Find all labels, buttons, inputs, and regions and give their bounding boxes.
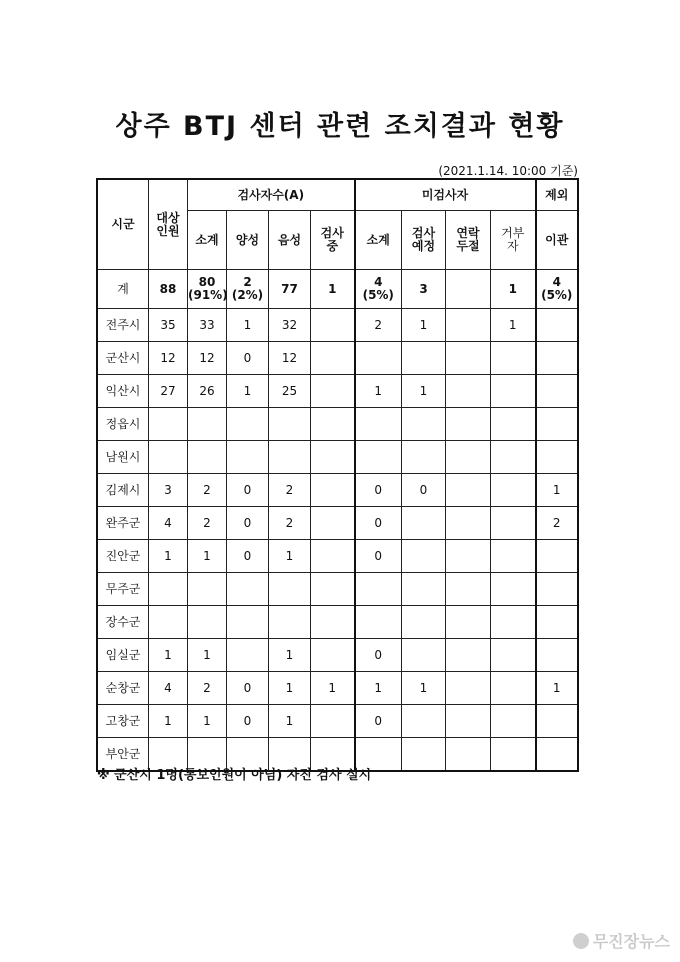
table-cell: 25 — [269, 375, 311, 408]
table-cell — [227, 606, 269, 639]
table-cell — [149, 606, 188, 639]
table-cell — [311, 705, 355, 738]
table-row — [98, 672, 578, 705]
table-cell — [269, 408, 311, 441]
table-cell: 26 — [188, 375, 227, 408]
watermark-logo-icon — [573, 933, 589, 949]
header-untested-refused: 거부 자 — [491, 211, 536, 270]
status-table — [97, 179, 578, 771]
table-cell — [311, 408, 355, 441]
table-cell — [188, 573, 227, 606]
table-cell — [188, 441, 227, 474]
watermark-text: 무진장뉴스 — [592, 932, 670, 951]
total-cell: 1 — [491, 270, 536, 309]
region-name: 전주시 — [98, 309, 149, 342]
table-cell — [311, 474, 355, 507]
table-cell: 1 — [536, 474, 578, 507]
region-name: 고창군 — [98, 705, 149, 738]
total-cell: 2 (2%) — [227, 270, 269, 309]
as-of-date: (2021.1.14. 10:00 기준) — [438, 164, 578, 178]
table-cell: 0 — [355, 639, 402, 672]
total-row — [98, 270, 578, 309]
table-cell: 0 — [355, 705, 402, 738]
footnote: ※ 군산시 1명(통보인원이 아님) 자진 검사 실시 — [97, 768, 372, 783]
table-cell — [446, 342, 491, 375]
header-tested-negative: 음성 — [269, 211, 311, 270]
table-cell — [536, 408, 578, 441]
table-cell — [402, 408, 446, 441]
total-cell: 80 (91%) — [188, 270, 227, 309]
table-row — [98, 375, 578, 408]
table-cell: 33 — [188, 309, 227, 342]
table-cell — [491, 342, 536, 375]
table-cell — [355, 408, 402, 441]
table-cell: 1 — [311, 672, 355, 705]
table-row — [98, 441, 578, 474]
total-cell: 4 (5%) — [536, 270, 578, 309]
table-cell: 12 — [269, 342, 311, 375]
table-cell: 0 — [227, 705, 269, 738]
header-target: 대상 인원 — [149, 180, 188, 270]
region-name: 완주군 — [98, 507, 149, 540]
table-cell — [446, 408, 491, 441]
header-tested-positive: 양성 — [227, 211, 269, 270]
table-row — [98, 705, 578, 738]
header-untested-scheduled: 검사 예정 — [402, 211, 446, 270]
table-cell — [491, 441, 536, 474]
table-cell: 1 — [188, 540, 227, 573]
table-cell: 12 — [149, 342, 188, 375]
table-cell — [446, 738, 491, 771]
region-name: 정읍시 — [98, 408, 149, 441]
header-excluded-transferred: 이관 — [536, 211, 578, 270]
table-cell — [446, 441, 491, 474]
table-cell — [355, 606, 402, 639]
watermark — [573, 929, 670, 952]
table-cell: 1 — [227, 309, 269, 342]
table-cell — [311, 507, 355, 540]
table-cell — [491, 672, 536, 705]
table-cell — [446, 606, 491, 639]
total-cell: 1 — [311, 270, 355, 309]
table-cell — [149, 573, 188, 606]
header-tested-subtotal: 소계 — [188, 211, 227, 270]
table-cell: 32 — [269, 309, 311, 342]
table-cell: 0 — [227, 342, 269, 375]
table-cell: 4 — [149, 672, 188, 705]
table-row — [98, 474, 578, 507]
table-cell — [149, 408, 188, 441]
table-cell — [491, 540, 536, 573]
table-cell: 3 — [149, 474, 188, 507]
table-cell — [311, 573, 355, 606]
table-cell — [311, 441, 355, 474]
table-cell — [536, 705, 578, 738]
total-label: 계 — [98, 270, 149, 309]
table-cell: 2 — [269, 474, 311, 507]
region-name: 진안군 — [98, 540, 149, 573]
table-cell: 0 — [402, 474, 446, 507]
table-cell — [402, 540, 446, 573]
table-row — [98, 606, 578, 639]
document-title: 상주 BTJ 센터 관련 조치결과 현황 — [115, 111, 565, 142]
table-cell: 1 — [491, 309, 536, 342]
table-cell — [446, 540, 491, 573]
table-cell — [402, 507, 446, 540]
table-cell — [269, 441, 311, 474]
region-name: 장수군 — [98, 606, 149, 639]
table-cell — [149, 441, 188, 474]
table-cell: 0 — [227, 540, 269, 573]
table-cell: 2 — [188, 474, 227, 507]
table-cell — [536, 738, 578, 771]
table-cell: 1 — [149, 705, 188, 738]
table-cell — [536, 309, 578, 342]
table-cell — [269, 573, 311, 606]
table-cell — [491, 639, 536, 672]
header-excluded-group: 제외 — [536, 180, 578, 211]
table-cell — [227, 573, 269, 606]
table-cell — [311, 639, 355, 672]
table-cell: 1 — [402, 375, 446, 408]
table-cell: 2 — [536, 507, 578, 540]
table-cell: 1 — [355, 375, 402, 408]
table-cell — [491, 408, 536, 441]
region-name: 무주군 — [98, 573, 149, 606]
table-cell — [311, 606, 355, 639]
table-cell — [446, 375, 491, 408]
table-cell — [536, 375, 578, 408]
table-cell — [491, 705, 536, 738]
table-cell — [355, 573, 402, 606]
header-untested-group: 미검사자 — [355, 180, 536, 211]
table-cell — [311, 375, 355, 408]
total-cell: 4 (5%) — [355, 270, 402, 309]
table-row — [98, 639, 578, 672]
table-cell: 1 — [269, 705, 311, 738]
table-cell: 1 — [402, 672, 446, 705]
table-cell: 1 — [536, 672, 578, 705]
table-cell: 35 — [149, 309, 188, 342]
table-row — [98, 507, 578, 540]
table-cell: 1 — [269, 540, 311, 573]
table-cell — [446, 639, 491, 672]
table-cell — [446, 309, 491, 342]
table-cell — [402, 342, 446, 375]
table-cell — [536, 540, 578, 573]
header-untested-unreachable: 연락 두절 — [446, 211, 491, 270]
total-cell: 3 — [402, 270, 446, 309]
table-cell: 1 — [188, 639, 227, 672]
table-cell: 2 — [269, 507, 311, 540]
table-cell — [402, 738, 446, 771]
table-cell — [227, 408, 269, 441]
table-cell: 0 — [227, 672, 269, 705]
table-cell — [402, 639, 446, 672]
table-cell — [446, 507, 491, 540]
table-row — [98, 309, 578, 342]
table-cell — [446, 474, 491, 507]
table-cell: 1 — [227, 375, 269, 408]
table-cell: 0 — [227, 507, 269, 540]
table-cell — [536, 573, 578, 606]
table-cell — [188, 606, 227, 639]
table-cell: 0 — [355, 507, 402, 540]
table-cell: 1 — [355, 672, 402, 705]
table-cell: 27 — [149, 375, 188, 408]
table-cell: 12 — [188, 342, 227, 375]
table-cell — [355, 342, 402, 375]
region-name: 군산시 — [98, 342, 149, 375]
table-cell: 4 — [149, 507, 188, 540]
region-name: 순창군 — [98, 672, 149, 705]
total-cell: 88 — [149, 270, 188, 309]
table-row — [98, 540, 578, 573]
table-cell — [491, 738, 536, 771]
table-cell — [402, 606, 446, 639]
total-cell: 77 — [269, 270, 311, 309]
table-cell — [446, 672, 491, 705]
table-cell — [402, 573, 446, 606]
table-cell — [491, 375, 536, 408]
region-name: 남원시 — [98, 441, 149, 474]
table-cell — [227, 639, 269, 672]
table-cell: 1 — [269, 639, 311, 672]
header-tested-pending: 검사 중 — [311, 211, 355, 270]
table-cell — [311, 309, 355, 342]
table-cell — [311, 540, 355, 573]
table-cell: 2 — [355, 309, 402, 342]
table-cell — [491, 606, 536, 639]
total-cell — [446, 270, 491, 309]
region-name: 익산시 — [98, 375, 149, 408]
header-untested-subtotal: 소계 — [355, 211, 402, 270]
table-cell — [446, 705, 491, 738]
table-cell — [491, 507, 536, 540]
table-cell: 2 — [188, 672, 227, 705]
table-cell — [188, 408, 227, 441]
table-cell: 0 — [355, 474, 402, 507]
table-cell — [536, 342, 578, 375]
table-row — [98, 342, 578, 375]
table-cell: 1 — [149, 540, 188, 573]
table-cell — [536, 639, 578, 672]
table-cell — [402, 705, 446, 738]
region-name: 김제시 — [98, 474, 149, 507]
table-row — [98, 573, 578, 606]
table-cell — [491, 573, 536, 606]
table-cell — [269, 606, 311, 639]
table-cell — [355, 441, 402, 474]
header-region: 시군 — [98, 180, 149, 270]
table-cell: 1 — [149, 639, 188, 672]
table-cell — [227, 441, 269, 474]
table-cell — [446, 573, 491, 606]
table-cell: 1 — [188, 705, 227, 738]
table-cell: 1 — [402, 309, 446, 342]
region-name: 부안군 — [98, 738, 149, 771]
table-cell: 0 — [355, 540, 402, 573]
table-cell — [536, 606, 578, 639]
table-cell — [491, 474, 536, 507]
table-cell: 1 — [269, 672, 311, 705]
table-cell — [402, 441, 446, 474]
table-cell — [311, 342, 355, 375]
table-cell: 2 — [188, 507, 227, 540]
table-cell: 0 — [227, 474, 269, 507]
region-name: 임실군 — [98, 639, 149, 672]
table-row — [98, 408, 578, 441]
table-cell — [536, 441, 578, 474]
header-tested-group: 검사자수(A) — [188, 180, 355, 211]
